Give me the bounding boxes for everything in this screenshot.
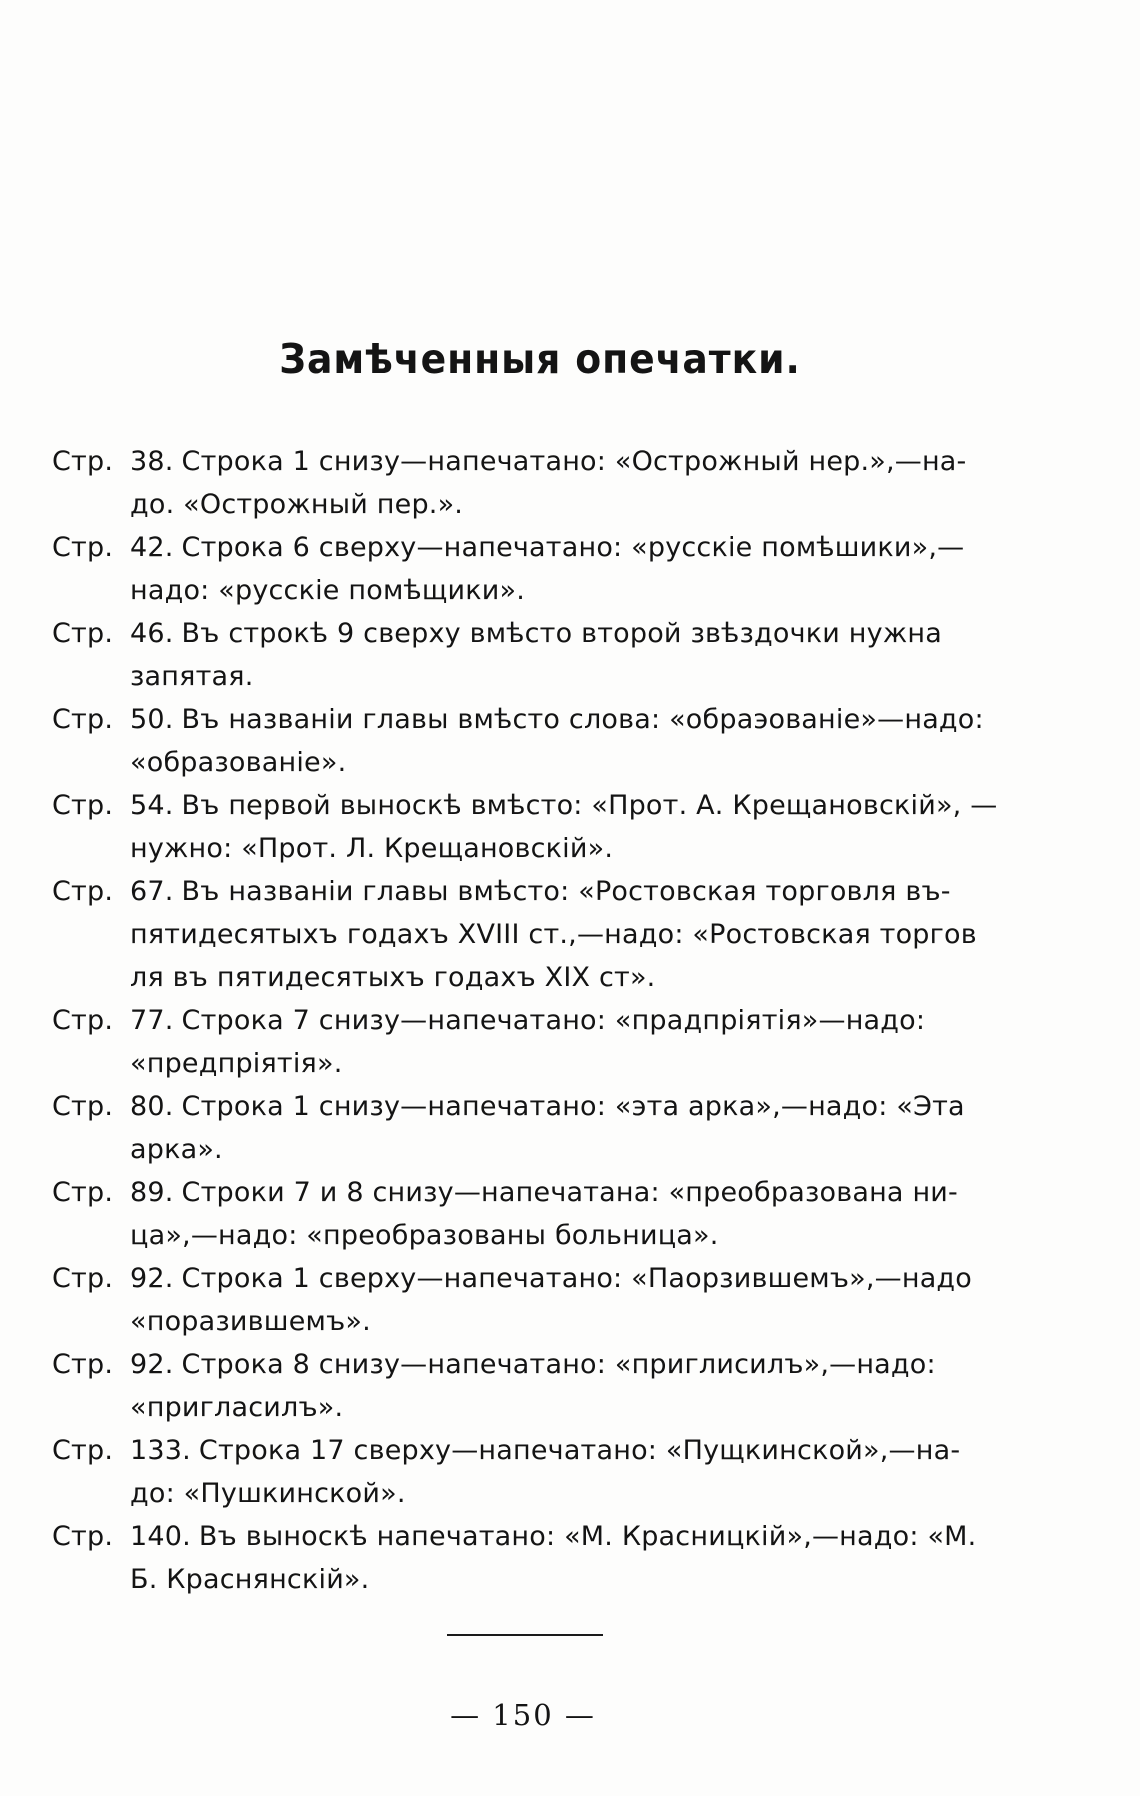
errata-text: Въ выноскѣ напечатано: «М. Красницкій»,—надо: «М. Б. Краснянскій». <box>130 1521 977 1595</box>
page-reference-label: Стр. <box>52 1091 114 1122</box>
page-reference-number: 77. <box>130 1005 174 1036</box>
errata-entry <box>52 1429 1012 1515</box>
errata-entry <box>52 784 1012 870</box>
errata-entry <box>52 698 1012 784</box>
page-reference-number: 67. <box>130 876 174 907</box>
page-reference-label: Стр. <box>52 704 114 735</box>
errata-text: Строка 1 снизу—напечатано: «Острожный нер.»,—на- до. «Острожный пер.». <box>130 446 967 520</box>
page-reference-number: 38. <box>130 446 174 477</box>
errata-text: Строка 17 сверху—напечатано: «Пущкинской»,—на- до: «Пушкинской». <box>130 1435 961 1509</box>
page-reference-number: 80. <box>130 1091 174 1122</box>
errata-entry <box>52 526 1012 612</box>
errata-text: Строка 7 снизу—напечатано: «прадпріятія»—надо: «предпріятія». <box>130 1005 926 1079</box>
errata-entry <box>52 870 1012 999</box>
errata-text: Строка 6 сверху—напечатано: «русскіе помѣшики»,— надо: «русскіе помѣщики». <box>130 532 965 606</box>
page-reference-number: 54. <box>130 790 174 821</box>
errata-entry <box>52 1171 1012 1257</box>
page-reference-number: 92. <box>130 1263 174 1294</box>
page-reference-label: Стр. <box>52 1349 114 1380</box>
errata-entry <box>52 612 1012 698</box>
page-reference-number: 140. <box>130 1521 191 1552</box>
page-reference-label: Стр. <box>52 1005 114 1036</box>
page-reference-label: Стр. <box>52 618 114 649</box>
errata-entry <box>52 1257 1012 1343</box>
page-reference-number: 46. <box>130 618 174 649</box>
page-reference-label: Стр. <box>52 1263 114 1294</box>
errata-list <box>52 440 1012 1601</box>
page-number: — 150 — <box>450 1698 596 1732</box>
page-reference-label: Стр. <box>52 790 114 821</box>
errata-text: Строка 1 сверху—напечатано: «Паорзившемъ»,—надо «поразившемъ». <box>130 1263 973 1337</box>
errata-entry <box>52 1343 1012 1429</box>
page-reference-number: 42. <box>130 532 174 563</box>
errata-text: Строки 7 и 8 снизу—напечатана: «преобразована ни- ца»,—надо: «преобразованы больница». <box>130 1177 958 1251</box>
errata-entry <box>52 1085 1012 1171</box>
page-reference-label: Стр. <box>52 1521 114 1552</box>
errata-text: Строка 1 снизу—напечатано: «эта арка»,—надо: «Эта арка». <box>130 1091 965 1165</box>
errata-text: Въ названіи главы вмѣсто слова: «обраэованіе»—надо: «образованіе». <box>130 704 984 778</box>
page-reference-label: Стр. <box>52 876 114 907</box>
errata-text: Въ первой выноскѣ вмѣсто: «Прот. А. Крещановскій», —нужно: «Прот. Л. Крещановскій». <box>130 790 998 864</box>
page-reference-label: Стр. <box>52 1177 114 1208</box>
errata-entry <box>52 999 1012 1085</box>
page-reference-number: 133. <box>130 1435 191 1466</box>
horizontal-divider <box>447 1634 603 1636</box>
page-reference-label: Стр. <box>52 532 114 563</box>
errata-text: Въ названіи главы вмѣсто: «Ростовская торговля въ- пятидесятыхъ годахъ XVIII ст.,—надо: «Ростовская торгов ля въ пятидесятыхъ годахъ XIX ст». <box>130 876 977 993</box>
errata-text: Въ строкѣ 9 сверху вмѣсто второй звѣздочки нужна запятая. <box>130 618 942 692</box>
page-reference-label: Стр. <box>52 446 114 477</box>
page-reference-number: 50. <box>130 704 174 735</box>
errata-entry <box>52 1515 1012 1601</box>
page-reference-number: 89. <box>130 1177 174 1208</box>
page-title: Замѣченныя опечатки. <box>279 335 801 384</box>
page-reference-label: Стр. <box>52 1435 114 1466</box>
errata-text: Строка 8 снизу—напечатано: «приглисилъ»,—надо: «пригласилъ». <box>130 1349 936 1423</box>
page-reference-number: 92. <box>130 1349 174 1380</box>
errata-entry <box>52 440 1012 526</box>
